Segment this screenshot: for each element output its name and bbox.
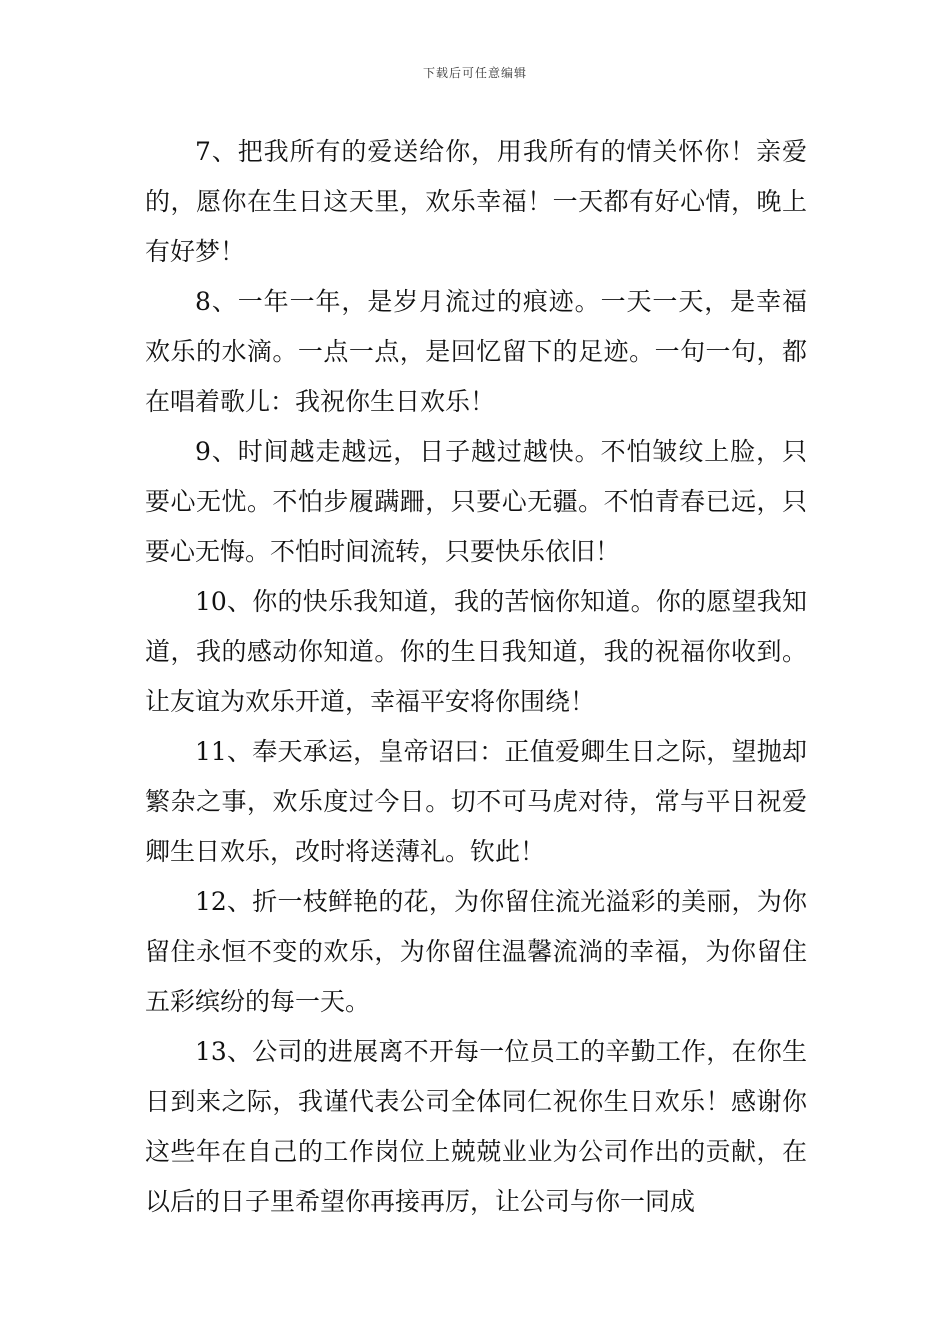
- paragraph-8: 8、一年一年，是岁月流过的痕迹。一天一天，是幸福欢乐的水滴。一点一点，是回忆留下的足迹。一句一句，都在唱着歌儿：我祝你生日欢乐！: [145, 287, 807, 416]
- paragraph-10: 10、你的快乐我知道，我的苦恼你知道。你的愿望我知道，我的感动你知道。你的生日我知道，我的祝福你收到。让友谊为欢乐开道，幸福平安将你围绕！: [145, 587, 807, 716]
- paragraph-7: 7、把我所有的爱送给你，用我所有的情关怀你！亲爱的，愿你在生日这天里，欢乐幸福！一天都有好心情，晚上有好梦！: [145, 137, 807, 266]
- paragraph-12: 12、折一枝鲜艳的花，为你留住流光溢彩的美丽，为你留住永恒不变的欢乐，为你留住温馨流淌的幸福，为你留住五彩缤纷的每一天。: [145, 887, 807, 1016]
- document-body: [145, 127, 807, 1227]
- paragraph-13: 13、公司的进展离不开每一位员工的辛勤工作，在你生日到来之际，我谨代表公司全体同仁祝你生日欢乐！感谢你这些年在自己的工作岗位上兢兢业业为公司作出的贡献，在以后的日子里希望你再接再厉，让公司与你一同成: [145, 1037, 807, 1216]
- page-header: 下载后可任意编辑: [422, 66, 527, 80]
- paragraph-11: 11、奉天承运，皇帝诏曰：正值爱卿生日之际，望抛却繁杂之事，欢乐度过今日。切不可马虎对待，常与平日祝爱卿生日欢乐，改时将送薄礼。钦此！: [145, 737, 807, 866]
- paragraph-9: 9、时间越走越远，日子越过越快。不怕皱纹上脸，只要心无忧。不怕步履蹒跚，只要心无疆。不怕青春已远，只要心无悔。不怕时间流转，只要快乐依旧！: [145, 437, 807, 566]
